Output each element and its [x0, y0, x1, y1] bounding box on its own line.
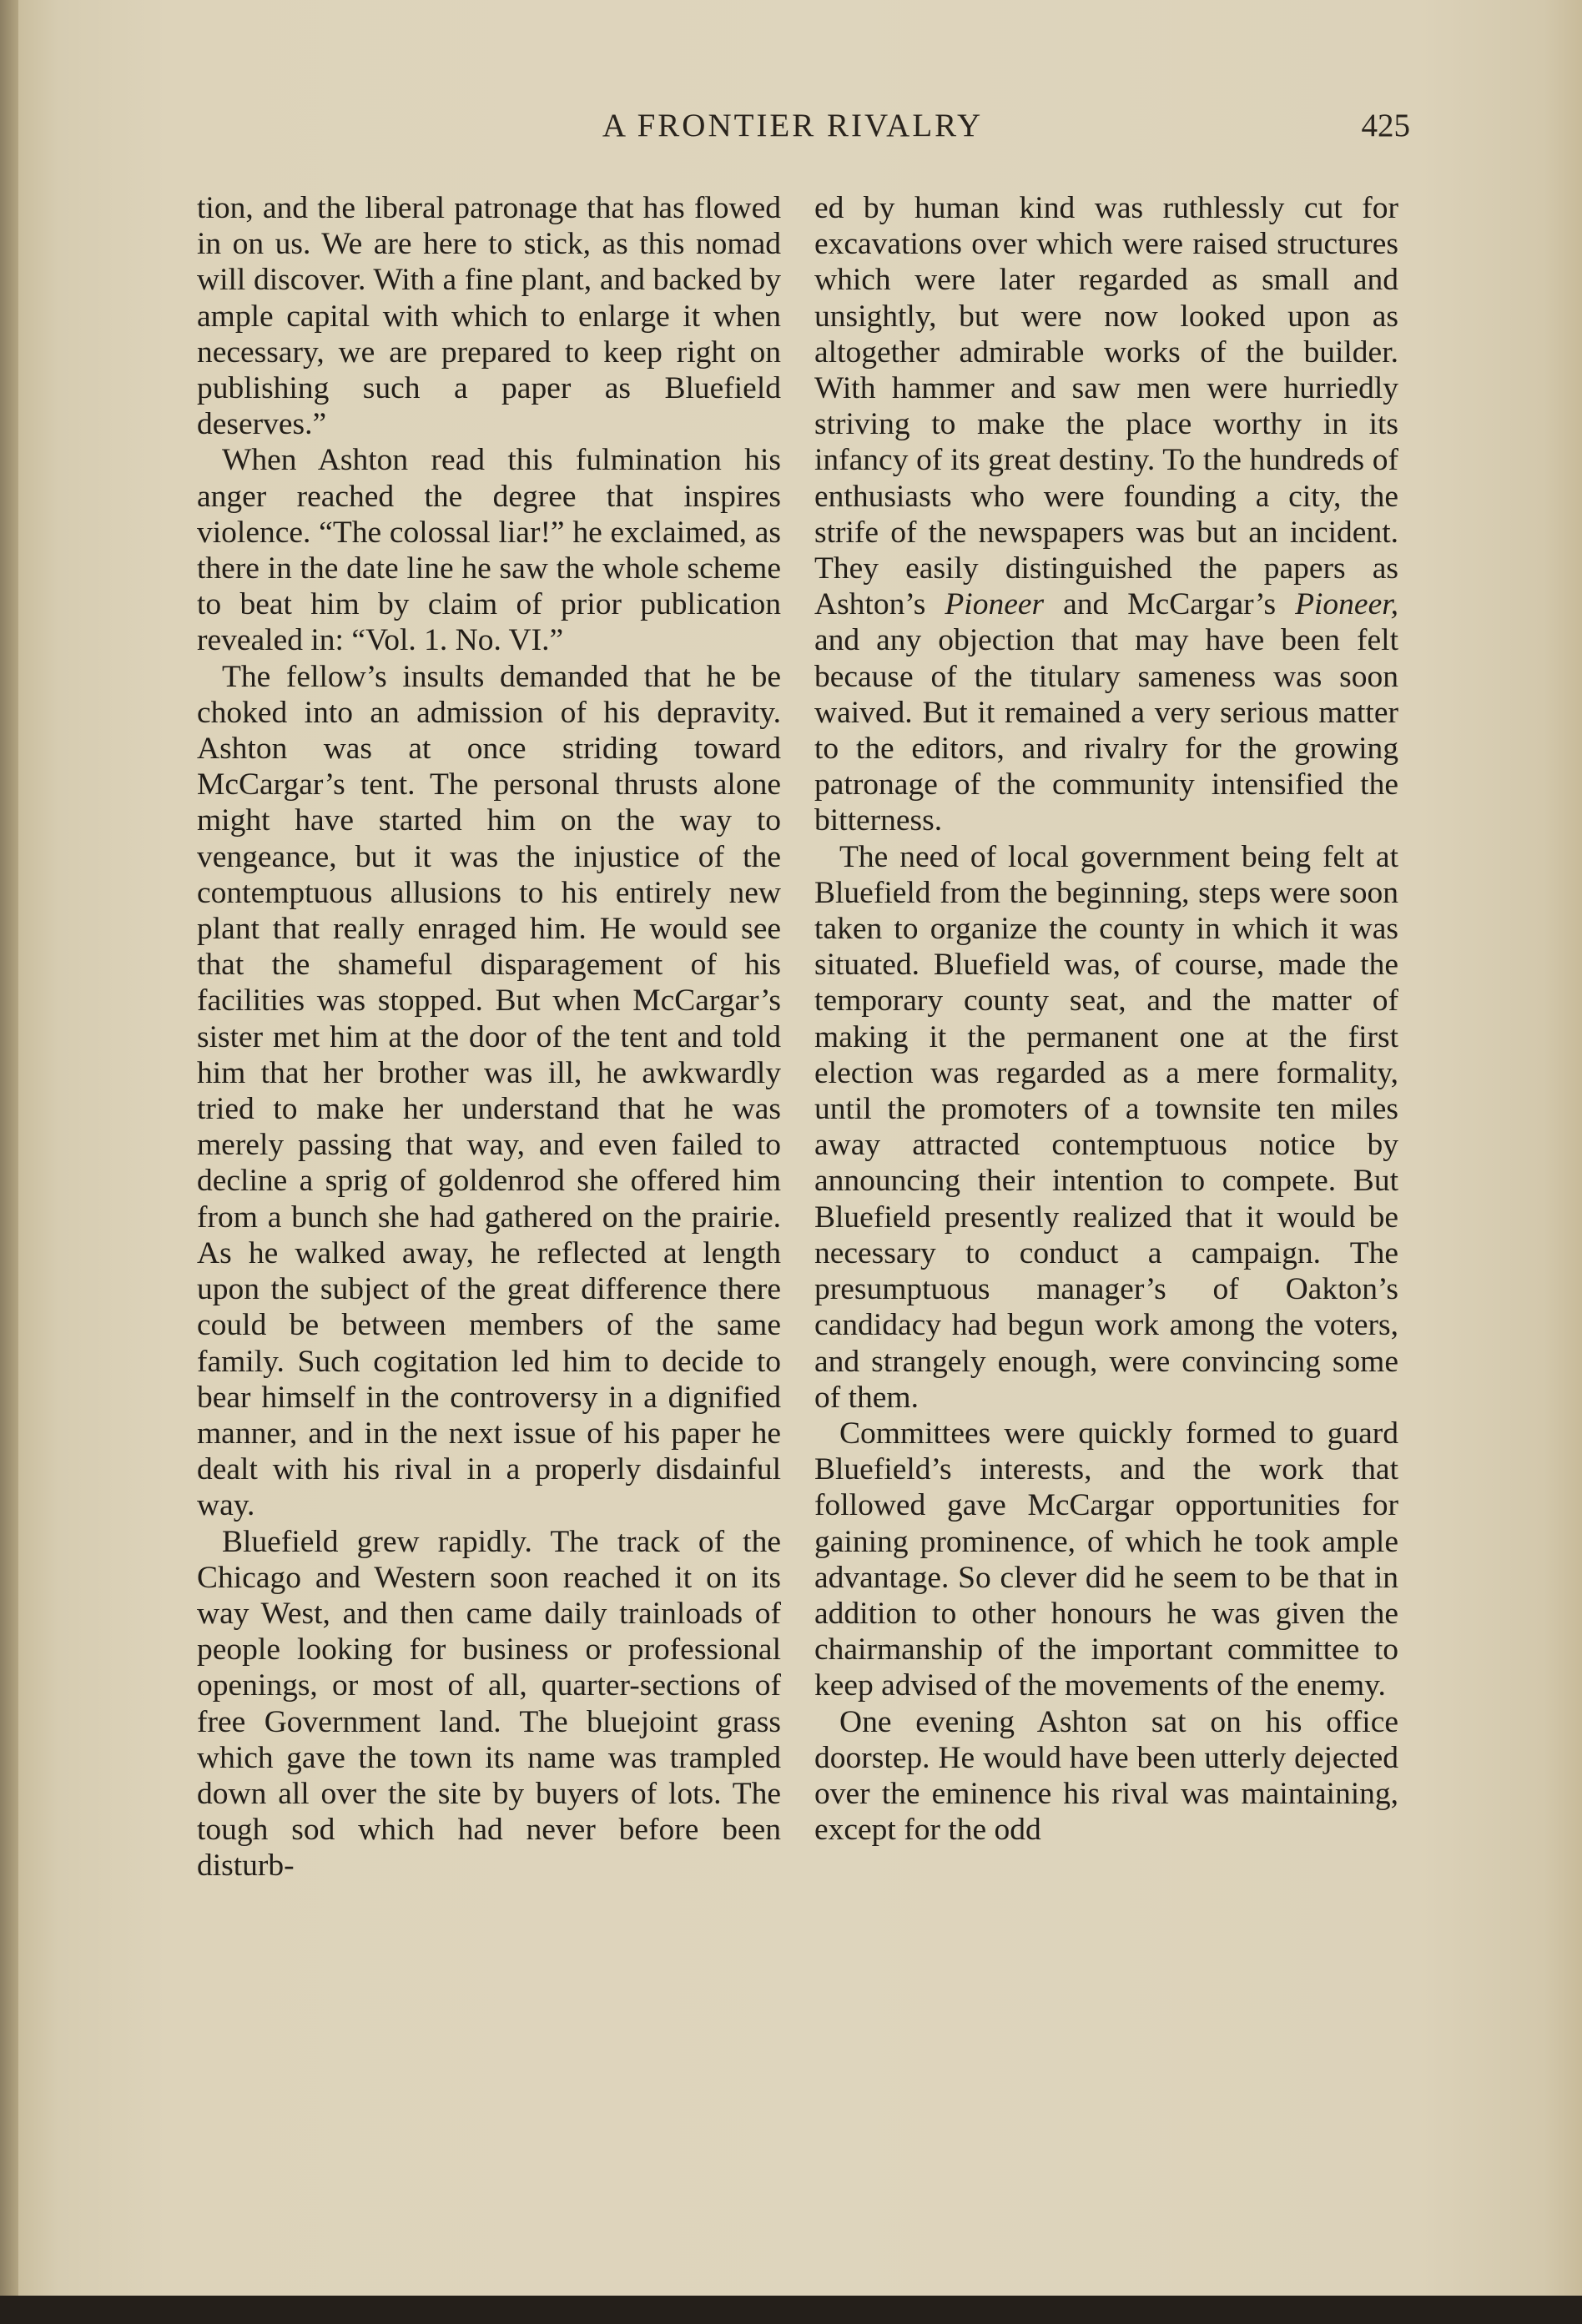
paragraph-text: and McCargar’s	[1063, 587, 1277, 622]
paragraph	[814, 190, 1398, 839]
running-title: A FRONTIER RIVALRY	[602, 108, 984, 143]
scan-bottom-edge	[0, 2296, 1582, 2324]
paragraph: Bluefield grew rapidly. The track of the Chicago and Western soon reached it on its way West, and then came daily trainloads of people looking for business or professional openings, or most of all, quarter-sections of free Government land. The bluejoint grass which gave the town its name was trampled down all over the site by buyers of lots. The tough sod which had never before been disturb-	[197, 1524, 781, 1884]
newspaper-title: Pioneer,	[1295, 587, 1399, 622]
paragraph: When Ashton read this fulmination his anger reached the degree that inspires violence. “The colossal liar!” he exclaimed, as there in the date line he saw the whole scheme to beat him by claim of prior publication revealed in: “Vol. 1. No. VI.”	[197, 443, 781, 658]
paragraph-text: and any objection that may have been felt because of the titulary sameness was soon waived. But it remained a very serious matter to the editors, and rivalry for the growing patronage of the community intensified the bitterness.	[814, 623, 1398, 838]
paragraph: tion, and the liberal patronage that has flowed in on us. We are here to stick, as this nomad will discover. With a fine plant, and backed by ample capital with which to enlarge it when necessary, we are prepared to keep right on publishing such a paper as Bluefield deserves.”	[197, 191, 781, 442]
page-gutter-shadow	[0, 0, 18, 2324]
left-column	[197, 190, 781, 1884]
paragraph: One evening Ashton sat on his office doorstep. He would have been utterly dejected over the eminence his rival was maintaining, except for the odd	[814, 1704, 1398, 1848]
page-number: 425	[1361, 108, 1410, 143]
paragraph: The fellow’s insults demanded that he be choked into an admission of his depravity. Ashton was at once striding toward McCargar’s tent. The personal thrusts alone might have started him on the way to vengeance, but it was the injustice of the contemptuous allusions to his entirely new plant that really enraged him. He would see that the shameful disparagement of his facilities was stopped. But when McCargar’s sister met him at the door of the tent and told him that her brother was ill, he awkwardly tried to make her understand that he was merely passing that way, and even failed to decline a sprig of goldenrod she offered him from a bunch she had gathered on the prairie. As he walked away, he reflected at length upon the subject of the great difference there could be between members of the same family. Such cogitation led him to decide to bear himself in the controversy in a dignified manner, and in the next issue of his paper he dealt with his rival in a properly disdainful way.	[197, 659, 781, 1523]
newspaper-title: Pioneer	[945, 587, 1045, 622]
paragraph: The need of local government being felt at Bluefield from the beginning, steps were soon taken to organize the county in which it was situated. Bluefield was, of course, made the temporary county seat, and the matter of making it the permanent one at the first election was regarded as a mere formality, until the promoters of a townsite ten miles away attracted contemptuous notice by announcing their intention to compete. But Bluefield presently realized that it would be necessary to conduct a campaign. The presumptuous manager’s of Oakton’s candidacy had begun work among the voters, and strangely enough, were convincing some of them.	[814, 839, 1398, 1415]
right-column	[814, 190, 1398, 1848]
paragraph-text: ed by human kind was ruthlessly cut for excavations over which were raised structures which were later regarded as small and unsightly, but were now looked upon as altogether admirable works of the builder. With hammer and saw men were hurriedly striving to make the place worthy in its infancy of its great destiny. To the hundreds of enthusiasts who were founding a city, the strife of the newspapers was but an incident. They easily distinguished the papers as Ashton’s	[814, 191, 1398, 622]
paragraph: Committees were quickly formed to guard Bluefield’s interests, and the work that followed gave McCargar opportunities for gaining prominence, of which he took ample advantage. So clever did he seem to be that in addition to other honours he was given the chairmanship of the important committee to keep advised of the movements of the enemy.	[814, 1416, 1398, 1703]
